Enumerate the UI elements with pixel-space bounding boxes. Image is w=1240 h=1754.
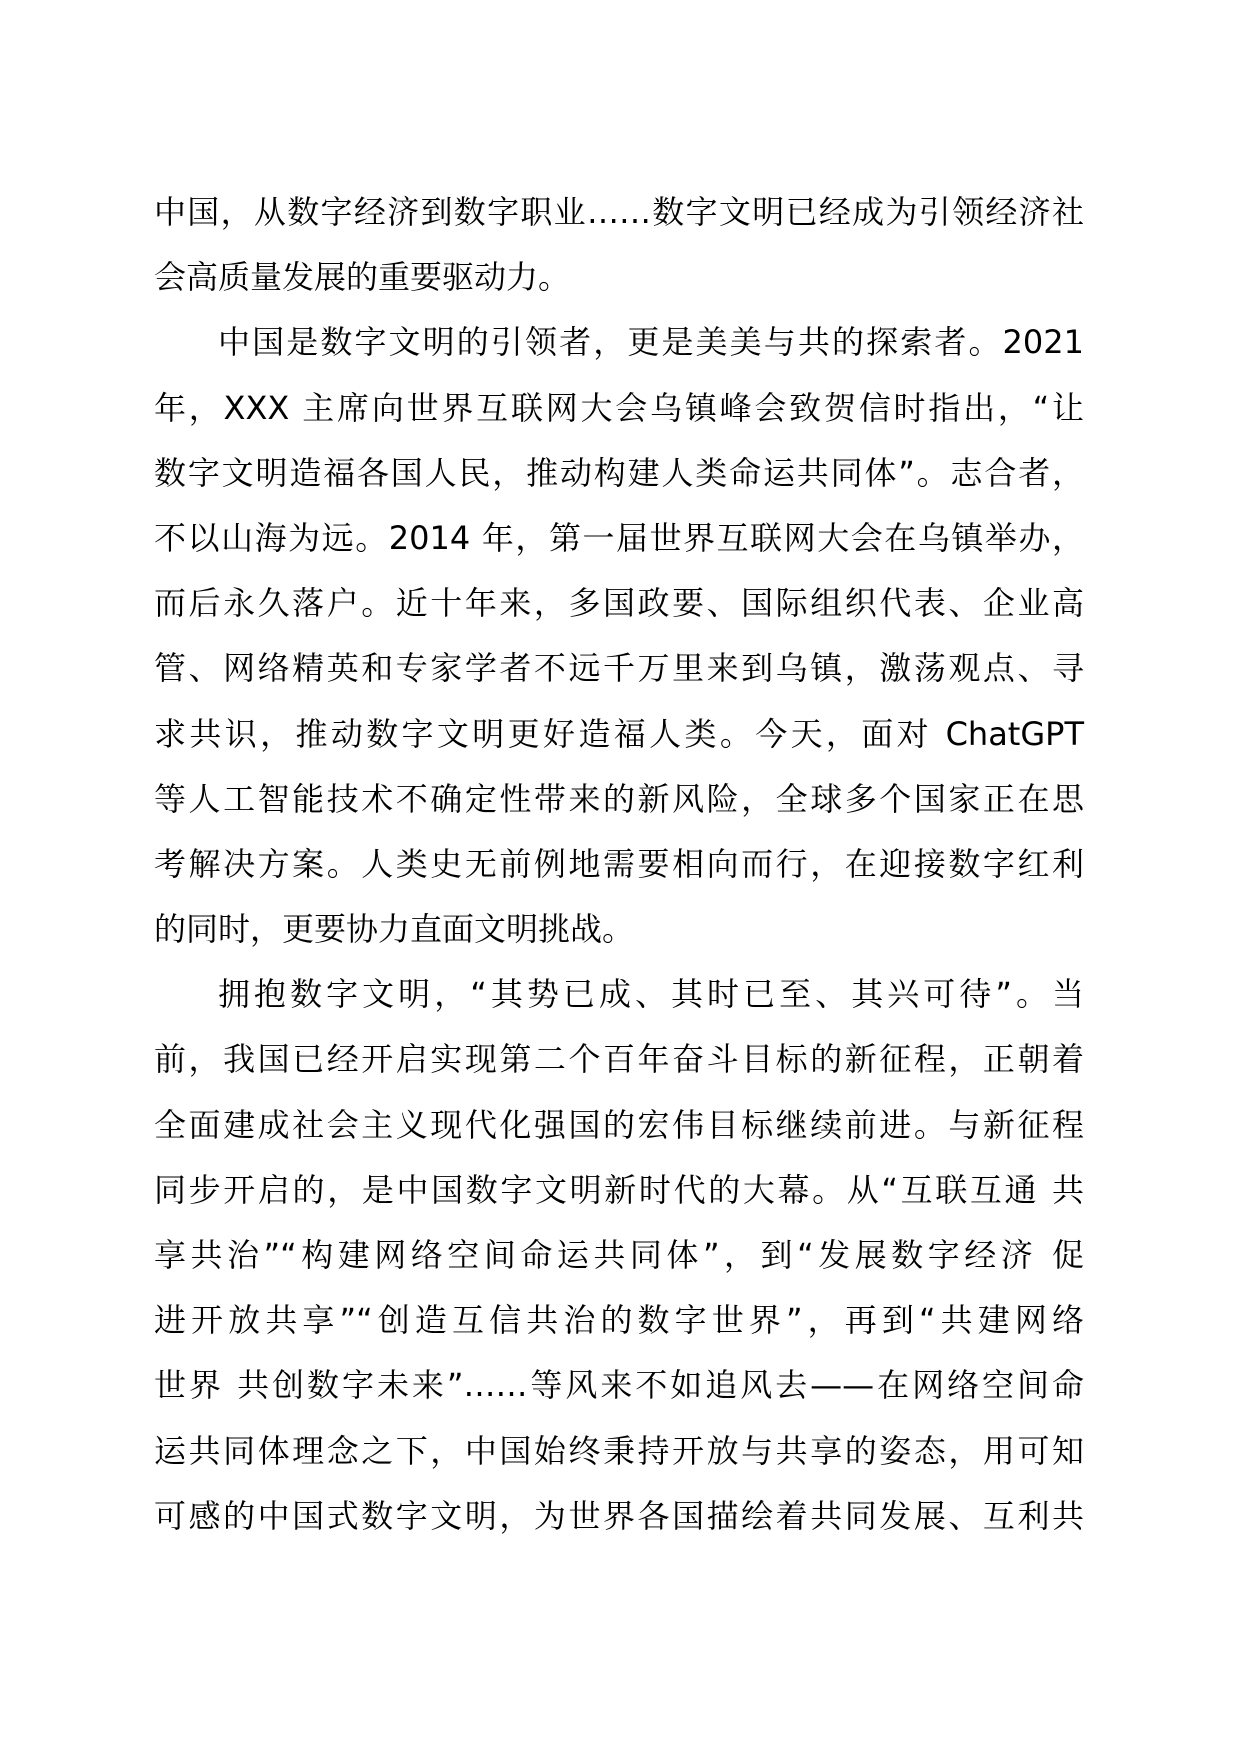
text-line: 考解决方案。人类史无前例地需要相向而行，在迎接数字红利 (154, 844, 1084, 883)
text-line: 前，我国已经开启实现第二个百年奋斗目标的新征程，正朝着 (154, 1040, 1084, 1079)
text-line: 的同时，更要协力直面文明挑战。 (154, 910, 635, 949)
text-line: 而后永久落户。近十年来，多国政要、国际组织代表、企业高 (154, 584, 1084, 623)
text-line: 数字文明造福各国人民，推动构建人类命运共同体”。志合者， (154, 453, 1084, 492)
text-line: 管、网络精英和专家学者不远千万里来到乌镇，激荡观点、寻 (154, 649, 1084, 688)
text-line: 中国是数字文明的引领者，更是美美与共的探索者。2021 (218, 323, 1084, 362)
text-line: 同步开启的，是中国数字文明新时代的大幕。从“互联互通 共 (154, 1170, 1084, 1209)
text-line: 拥抱数字文明，“其势已成、其时已至、其兴可待”。当 (218, 975, 1084, 1014)
document-body (154, 180, 1084, 1549)
text-line: 全面建成社会主义现代化强国的宏伟目标继续前进。与新征程 (154, 1105, 1084, 1144)
text-line: 运共同体理念之下，中国始终秉持开放与共享的姿态，用可知 (154, 1431, 1084, 1470)
paragraph (154, 310, 1084, 962)
paragraph (154, 962, 1084, 1549)
text-line: 进开放共享”“创造互信共治的数字世界”，再到“共建网络 (154, 1301, 1084, 1340)
text-line: 等人工智能技术不确定性带来的新风险，全球多个国家正在思 (154, 779, 1084, 818)
paragraph (154, 180, 1084, 310)
text-line: 不以山海为远。2014 年，第一届世界互联网大会在乌镇举办， (154, 518, 1084, 557)
text-line: 世界 共创数字未来”……等风来不如追风去——在网络空间命 (154, 1366, 1084, 1405)
text-line: 求共识，推动数字文明更好造福人类。今天，面对 ChatGPT (154, 714, 1084, 753)
text-line: 中国，从数字经济到数字职业……数字文明已经成为引领经济社 (154, 193, 1084, 231)
text-line: 享共治”“构建网络空间命运共同体”，到“发展数字经济 促 (154, 1236, 1084, 1274)
text-line: 可感的中国式数字文明，为世界各国描绘着共同发展、互利共 (154, 1496, 1084, 1535)
text-line: 会高质量发展的重要驱动力。 (154, 258, 571, 297)
text-line: 年，XXX 主席向世界互联网大会乌镇峰会致贺信时指出，“让 (154, 388, 1084, 427)
